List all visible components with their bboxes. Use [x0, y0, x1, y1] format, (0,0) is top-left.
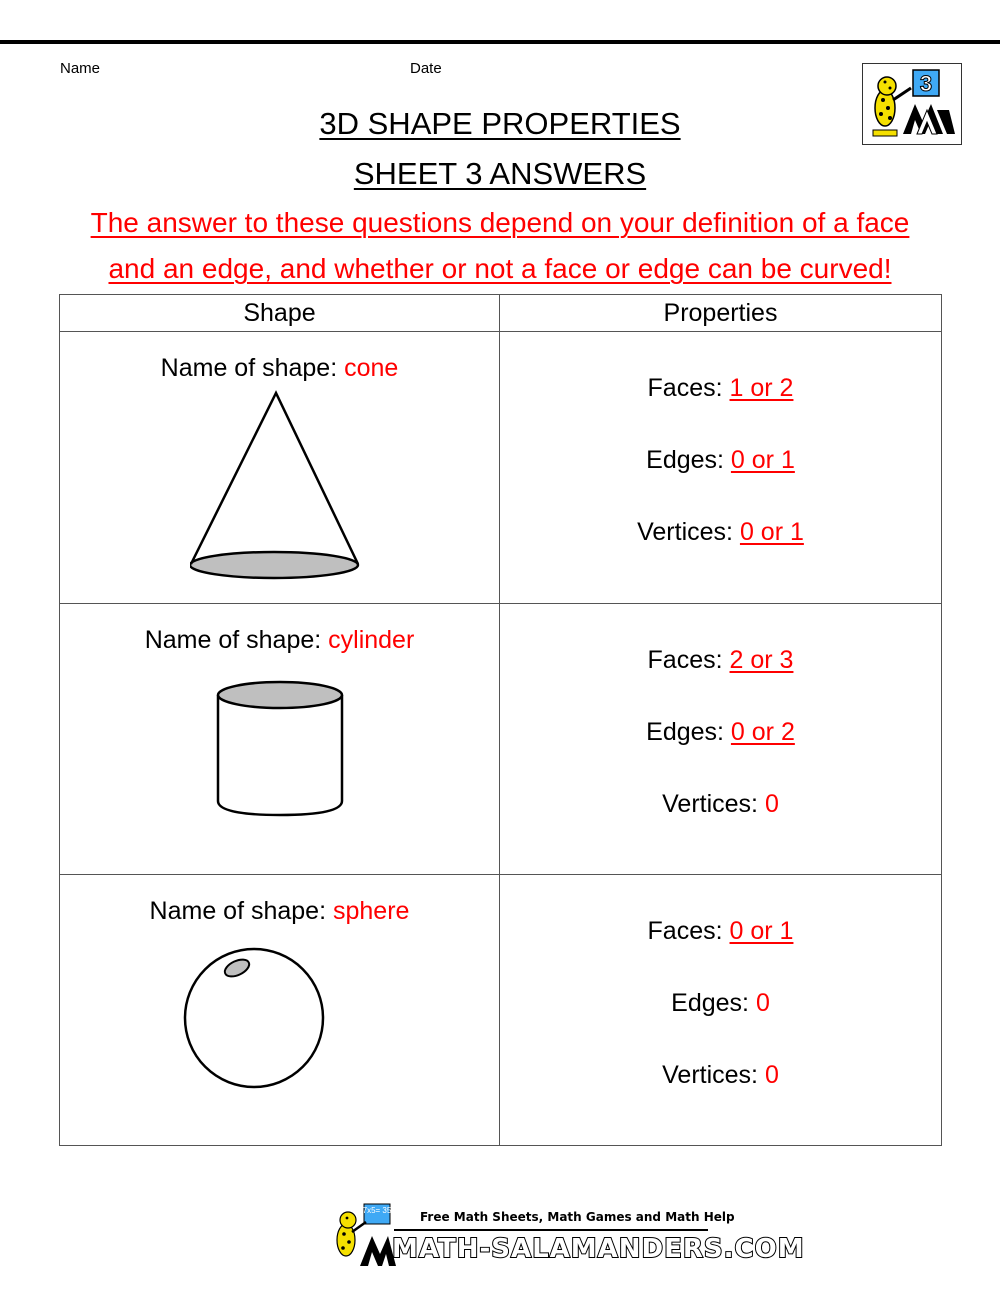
sphere-drawing: [182, 942, 332, 1092]
worksheet-subtitle: SHEET 3 ANSWERS: [353, 156, 647, 191]
vertices-answer: 0: [764, 790, 779, 818]
shape-name-answer: cone: [344, 354, 399, 382]
faces-line: Faces: 1 or 2: [647, 374, 794, 402]
top-rule: [0, 40, 1000, 44]
vertices-line: Vertices: 0 or 1: [637, 518, 804, 546]
vertices-answer: 0: [764, 1061, 779, 1089]
date-label: Date: [410, 60, 442, 77]
edges-answer: 0 or 2: [730, 718, 795, 746]
shape-name-line: Name of shape: cylinder: [144, 626, 415, 654]
worksheet-title: 3D SHAPE PROPERTIES: [319, 106, 681, 141]
table-row: [60, 875, 942, 1146]
shape-cell: [60, 875, 500, 1146]
edges-answer: 0: [755, 989, 770, 1017]
logo-digit: 3: [919, 71, 933, 96]
shape-cell: [60, 332, 500, 604]
cylinder-drawing: [210, 675, 350, 835]
shape-name-line: Name of shape: sphere: [149, 897, 410, 925]
faces-answer: 1 or 2: [729, 374, 794, 402]
edges-line: Edges: 0 or 2: [646, 718, 795, 746]
properties-cell: [500, 604, 942, 875]
answer-note: [40, 200, 960, 292]
properties-cell: [500, 332, 942, 604]
footer-sign-text: 7x5= 35: [362, 1206, 392, 1215]
answer-note-line2: and an edge, and whether or not a face or edge can be curved!: [108, 253, 892, 284]
column-header-shape: Shape: [60, 295, 500, 332]
table-row: [60, 332, 942, 604]
properties-cell: [500, 875, 942, 1146]
column-header-properties: Properties: [500, 295, 942, 332]
name-label: Name: [60, 60, 101, 77]
answer-note-line1: The answer to these questions depend on your definition of a face: [90, 207, 910, 238]
vertices-line: Vertices: 0: [662, 790, 779, 818]
edges-answer: 0 or 1: [730, 446, 795, 474]
faces-line: Faces: 0 or 1: [647, 917, 794, 945]
shape-name-answer: cylinder: [328, 626, 415, 654]
vertices-answer: 0 or 1: [739, 518, 804, 546]
shape-name-line: Name of shape: cone: [160, 354, 399, 382]
edges-line: Edges: 0: [671, 989, 770, 1017]
shape-properties-table: [59, 294, 942, 1146]
footer-site-name[interactable]: MATH-SALAMANDERS.COM: [392, 1234, 805, 1264]
cone-drawing: [190, 383, 370, 583]
faces-line: Faces: 2 or 3: [647, 646, 794, 674]
faces-answer: 0 or 1: [729, 917, 794, 945]
footer-salamander-icon: [326, 1200, 396, 1270]
footer-tagline: Free Math Sheets, Math Games and Math Help: [420, 1210, 735, 1224]
shape-cell: [60, 604, 500, 875]
vertices-line: Vertices: 0: [662, 1061, 779, 1089]
faces-answer: 2 or 3: [729, 646, 794, 674]
shape-name-answer: sphere: [332, 897, 410, 925]
table-row: [60, 604, 942, 875]
footer-divider: [394, 1229, 708, 1231]
edges-line: Edges: 0 or 1: [646, 446, 795, 474]
